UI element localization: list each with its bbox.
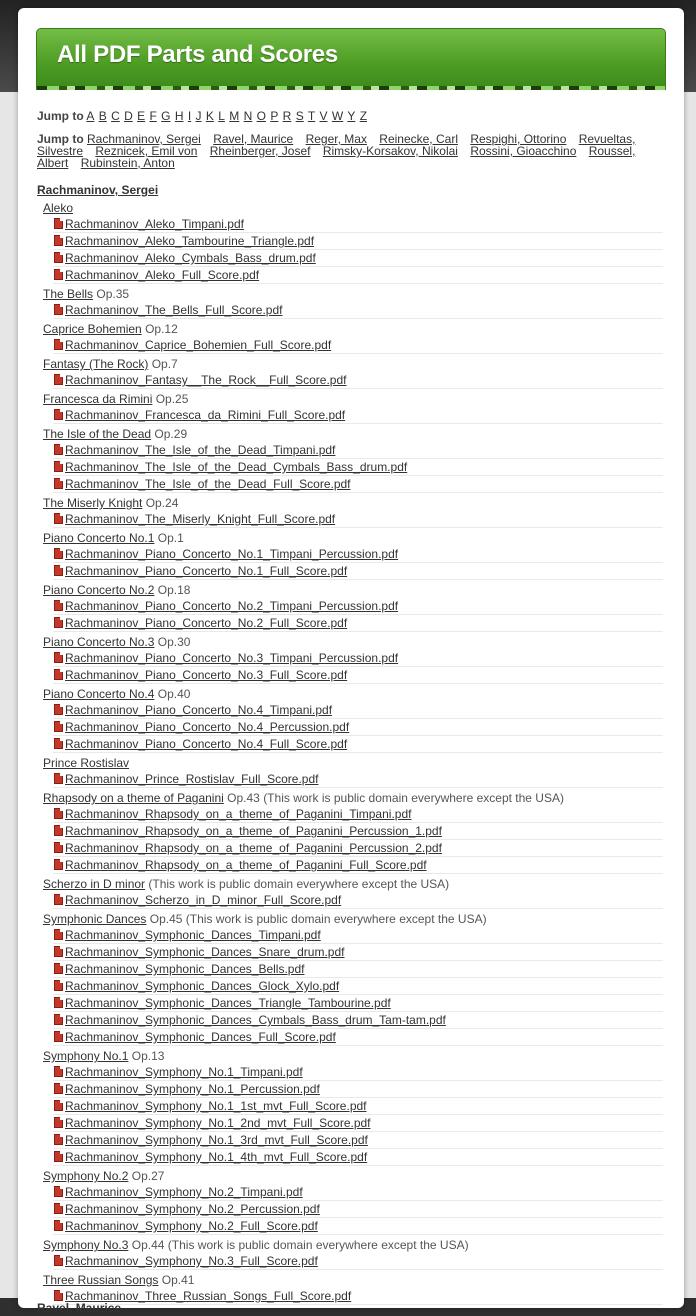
pdf-file-link[interactable]: Rachmaninov_Piano_Concerto_No.2_Timpani_Percussion.pdf [65,599,399,613]
pdf-file-icon [54,980,63,991]
pdf-file-link[interactable]: Rachmaninov_The_Isle_of_the_Dead_Full_Score.pdf [65,477,351,491]
work-title-row [43,1237,663,1253]
work-item [43,876,663,909]
letter-link-n[interactable]: N [243,109,253,123]
content-card [18,8,684,1315]
pdf-file-icon [54,374,63,385]
pdf-file-icon [54,252,63,263]
pdf-file-row [53,1184,663,1201]
pdf-file-row [53,978,663,995]
pdf-file-link[interactable]: Rachmaninov_Aleko_Full_Score.pdf [65,268,260,282]
pdf-file-link[interactable]: Rachmaninov_Rhapsody_on_a_theme_of_Paganini_Percussion_1.pdf [65,824,442,838]
work-item [43,634,663,684]
work-title-row [43,321,663,337]
pdf-file-row [53,1012,663,1029]
pdf-file-link[interactable]: Rachmaninov_The_Isle_of_the_Dead_Cymbals_Bass_drum.pdf [65,460,408,474]
work-title-link[interactable]: Piano Concerto No.3 [43,635,155,649]
work-opus: Op.7 [151,357,178,371]
pdf-file-row [53,1081,663,1098]
work-title-link[interactable]: Symphony No.1 [43,1049,129,1063]
work-rights-note: (This work is public domain everywhere except the USA) [185,912,487,926]
work-title-link[interactable]: Three Russian Songs [43,1273,159,1287]
work-title-row [43,790,663,806]
composer-link[interactable]: Rheinberger, Josef [209,144,311,158]
pdf-file-row [53,771,663,788]
pdf-file-icon [54,704,63,715]
work-title-row [43,356,663,372]
letter-link-f[interactable]: F [149,109,157,123]
pdf-file-row [53,1115,663,1132]
pdf-file-icon [54,946,63,957]
pdf-file-icon [54,304,63,315]
work-title-row [43,582,663,598]
works-list [43,200,663,1307]
work-title-link[interactable]: Fantasy (The Rock) [43,357,149,371]
letter-link-a[interactable]: A [86,109,95,123]
pdf-file-icon [54,513,63,524]
work-title-link[interactable]: Francesca da Rimini [43,392,153,406]
letter-link-r[interactable]: R [282,109,292,123]
pdf-file-row [53,1201,663,1218]
pdf-file-row [53,442,663,459]
pdf-file-link[interactable]: Rachmaninov_The_Miserly_Knight_Full_Score.pdf [65,512,336,526]
pdf-file-row [53,216,663,233]
pdf-file-row [53,927,663,944]
pdf-file-link[interactable]: Rachmaninov_Symphony_No.3_Full_Score.pdf [65,1254,318,1268]
composer-link[interactable]: Rubinstein, Anton [80,156,175,170]
work-item [43,200,663,284]
letter-link-s[interactable]: S [295,109,304,123]
composer-link[interactable]: Rachmaninov, Sergei [87,132,201,146]
pdf-file-row [53,1132,663,1149]
letter-links [86,109,368,123]
work-opus: Op.40 [157,687,191,701]
pdf-file-link[interactable]: Rachmaninov_Piano_Concerto_No.2_Full_Score.pdf [65,616,348,630]
work-opus: Op.30 [157,635,191,649]
pdf-file-link[interactable]: Rachmaninov_Symphony_No.2_Percussion.pdf [65,1202,320,1216]
pdf-file-link[interactable]: Rachmaninov_Symphonic_Dances_Glock_Xylo.pdf [65,979,340,993]
work-opus: Op.29 [154,427,188,441]
letter-link-d[interactable]: D [124,109,133,123]
work-opus: Op.41 [161,1273,195,1287]
work-title-link[interactable]: Scherzo in D minor [43,877,146,891]
pdf-file-row [53,1218,663,1235]
pdf-file-link[interactable]: Rachmaninov_Rhapsody_on_a_theme_of_Paganini_Percussion_2.pdf [65,841,442,855]
pdf-file-row [53,1029,663,1046]
pdf-file-row [53,476,663,493]
letter-link-l[interactable]: L [218,109,225,123]
pdf-file-icon [54,825,63,836]
pdf-file-row [53,806,663,823]
composer-link[interactable]: Reger, Max [305,132,367,146]
work-title-link[interactable]: Aleko [43,201,74,215]
pdf-file-link[interactable]: Rachmaninov_Aleko_Cymbals_Bass_drum.pdf [65,251,316,265]
header-banner [36,28,666,90]
letter-link-t[interactable]: T [307,109,316,123]
work-title-link[interactable]: Piano Concerto No.4 [43,687,155,701]
letter-link-m[interactable]: M [229,109,240,123]
pdf-file-icon [54,1066,63,1077]
work-opus: Op.27 [131,1169,165,1183]
composer-link[interactable]: Roussel, Albert [37,144,636,170]
work-title-link[interactable]: Piano Concerto No.1 [43,531,155,545]
pdf-file-row [53,892,663,909]
pdf-file-link[interactable]: Rachmaninov_Symphony_No.1_4th_mvt_Full_Score.pdf [65,1150,368,1164]
work-opus: Op.44 [131,1238,165,1252]
letter-link-j[interactable]: J [195,109,202,123]
letter-link-b[interactable]: B [98,109,107,123]
pdf-file-icon [54,929,63,940]
pdf-file-icon [54,1083,63,1094]
pdf-file-icon [54,339,63,350]
pdf-file-link[interactable]: Rachmaninov_Symphonic_Dances_Timpani.pdf [65,928,321,942]
work-rights-note: (This work is public domain everywhere except the USA) [167,1238,469,1252]
pdf-file-row [53,1253,663,1270]
pdf-file-link[interactable]: Rachmaninov_Fantasy__The_Rock__Full_Score.pdf [65,373,347,387]
pdf-file-row [53,961,663,978]
pdf-file-icon [54,738,63,749]
pdf-file-row [53,736,663,753]
work-opus: Op.25 [155,392,189,406]
pdf-file-link[interactable]: Rachmaninov_Prince_Rostislav_Full_Score.pdf [65,772,319,786]
pdf-file-row [53,598,663,615]
pdf-file-link[interactable]: Rachmaninov_Aleko_Timpani.pdf [65,217,244,231]
work-title-link[interactable]: Prince Rostislav [43,756,130,770]
work-item [43,1048,663,1166]
work-title-row [43,634,663,650]
pdf-file-icon [54,600,63,611]
work-title-row [43,755,663,771]
pdf-file-link[interactable]: Rachmaninov_Symphonic_Dances_Bells.pdf [65,962,305,976]
pdf-file-link[interactable]: Rachmaninov_Symphony_No.2_Timpani.pdf [65,1185,303,1199]
pdf-file-link[interactable]: Rachmaninov_Symphony_No.1_3rd_mvt_Full_Score.pdf [65,1133,368,1147]
pdf-file-row [53,857,663,874]
jump-label: Jump to [37,109,84,123]
pdf-file-icon [54,1203,63,1214]
work-item [43,321,663,354]
letter-link-h[interactable]: H [174,109,184,123]
pdf-file-row [53,702,663,719]
pdf-file-link[interactable]: Rachmaninov_Symphonic_Dances_Triangle_Tambourine.pdf [65,996,391,1010]
letter-link-p[interactable]: P [270,109,279,123]
pdf-file-icon [54,218,63,229]
letter-link-v[interactable]: V [319,109,328,123]
composer-link[interactable]: Ravel, Maurice [213,132,294,146]
pdf-file-icon [54,1186,63,1197]
work-opus: Op.13 [131,1049,165,1063]
pdf-file-icon [54,1151,63,1162]
pdf-file-icon [54,894,63,905]
work-title-row [43,391,663,407]
work-opus: Op.35 [96,287,130,301]
work-title-row [43,426,663,442]
letter-link-g[interactable]: G [161,109,171,123]
composer-heading[interactable]: Rachmaninov, Sergei [37,183,159,197]
pdf-file-link[interactable]: Rachmaninov_Francesca_da_Rimini_Full_Score.pdf [65,408,346,422]
work-opus: Op.18 [157,583,191,597]
pdf-file-link[interactable]: Rachmaninov_Piano_Concerto_No.4_Percussion.pdf [65,720,350,734]
work-item [43,391,663,424]
work-title-link[interactable]: Caprice Bohemien [43,322,142,336]
pdf-file-link[interactable]: Rachmaninov_Three_Russian_Songs_Full_Score.pdf [65,1289,352,1303]
work-title-link[interactable]: Piano Concerto No.2 [43,583,155,597]
work-title-link[interactable]: Symphony No.3 [43,1238,129,1252]
banner-stripe [37,86,665,90]
pdf-file-icon [54,669,63,680]
pdf-file-icon [54,235,63,246]
pdf-file-icon [54,1220,63,1231]
pdf-file-link[interactable]: Rachmaninov_Rhapsody_on_a_theme_of_Paganini_Timpani.pdf [65,807,412,821]
composer-link[interactable]: Reinecke, Carl [379,132,458,146]
pdf-file-row [53,823,663,840]
pdf-file-row [53,719,663,736]
pdf-file-link[interactable]: Rachmaninov_Caprice_Bohemien_Full_Score.pdf [65,338,332,352]
pdf-file-icon [54,548,63,559]
work-opus: Op.43 [227,791,260,805]
pdf-file-row [53,650,663,667]
pdf-file-row [53,1149,663,1166]
letter-link-z[interactable]: Z [359,109,368,123]
work-title-row [43,495,663,511]
pdf-file-link[interactable]: Rachmaninov_Symphony_No.1_Timpani.pdf [65,1065,303,1079]
composer-links [37,132,635,170]
pdf-file-icon [54,997,63,1008]
next-composer-heading: Ravel, Maurice [37,1301,122,1315]
pdf-file-row [53,459,663,476]
pdf-file-icon [54,963,63,974]
pdf-file-icon [54,652,63,663]
pdf-file-link[interactable]: Rachmaninov_Symphony_No.1_Percussion.pdf [65,1082,320,1096]
work-title-row [43,1048,663,1064]
pdf-file-icon [54,409,63,420]
composer-link[interactable]: Respighi, Ottorino [470,132,567,146]
page-title: All PDF Parts and Scores [57,41,338,68]
pdf-file-link[interactable]: Rachmaninov_Piano_Concerto_No.4_Timpani.pdf [65,703,333,717]
work-item [43,1237,663,1270]
pdf-file-icon [54,808,63,819]
pdf-file-icon [54,269,63,280]
work-item [43,1272,663,1305]
work-title-link[interactable]: The Isle of the Dead [43,427,152,441]
pdf-file-link[interactable]: Rachmaninov_Symphony_No.2_Full_Score.pdf [65,1219,318,1233]
pdf-file-row [53,511,663,528]
pdf-file-row [53,944,663,961]
pdf-file-icon [54,859,63,870]
pdf-file-icon [54,1134,63,1145]
pdf-file-link[interactable]: Rachmaninov_Aleko_Tambourine_Triangle.pdf [65,234,315,248]
work-title-link[interactable]: Symphonic Dances [43,912,147,926]
work-title-link[interactable]: Rhapsody on a theme of Paganini [43,791,224,805]
pdf-file-row [53,250,663,267]
letter-link-o[interactable]: O [256,109,266,123]
work-item [43,686,663,753]
pdf-file-row [53,546,663,563]
composer-jump-nav [37,133,637,169]
pdf-file-row [53,267,663,284]
pdf-file-row [53,563,663,580]
pdf-file-link[interactable]: Rachmaninov_The_Isle_of_the_Dead_Timpani.pdf [65,443,336,457]
pdf-file-icon [54,1031,63,1042]
work-item [43,426,663,493]
pdf-file-link[interactable]: Rachmaninov_Symphony_No.1_2nd_mvt_Full_Score.pdf [65,1116,371,1130]
pdf-file-link[interactable]: Rachmaninov_Symphonic_Dances_Snare_drum.pdf [65,945,345,959]
letter-link-w[interactable]: W [331,109,344,123]
pdf-file-link[interactable]: Rachmaninov_Piano_Concerto_No.3_Full_Score.pdf [65,668,348,682]
pdf-file-link[interactable]: Rachmaninov_Piano_Concerto_No.1_Full_Score.pdf [65,564,348,578]
work-opus: Op.12 [145,322,178,336]
pdf-file-row [53,995,663,1012]
letter-link-c[interactable]: C [111,109,120,123]
pdf-file-icon [54,773,63,784]
composer-link[interactable]: Rimsky-Korsakov, Nikolai [322,144,458,158]
pdf-file-row [53,372,663,389]
pdf-file-row [53,233,663,250]
pdf-file-icon [54,1100,63,1111]
work-title-row [43,876,663,892]
pdf-file-icon [54,1117,63,1128]
composer-link[interactable]: Revueltas, Silvestre [37,132,636,158]
work-item [43,755,663,788]
pdf-file-icon [54,478,63,489]
work-title-link[interactable]: The Miserly Knight [43,496,143,510]
work-title-row [43,530,663,546]
pdf-file-row [53,302,663,319]
pdf-file-link[interactable]: Rachmaninov_Symphonic_Dances_Full_Score.pdf [65,1030,336,1044]
work-item [43,1168,663,1235]
pdf-file-row [53,840,663,857]
pdf-file-icon [54,461,63,472]
jump-label: Jump to [37,132,84,146]
work-item [43,582,663,632]
pdf-file-link[interactable]: Rachmaninov_Symphonic_Dances_Cymbals_Bass_drum_Tam-tam.pdf [65,1013,446,1027]
work-title-row [43,286,663,302]
work-item [43,356,663,389]
composer-link[interactable]: Rossini, Gioacchino [470,144,577,158]
work-title-row [43,1168,663,1184]
pdf-file-link[interactable]: Rachmaninov_Scherzo_in_D_minor_Full_Score.pdf [65,893,342,907]
work-rights-note: (This work is public domain everywhere except the USA) [148,877,450,891]
pdf-file-row [53,1064,663,1081]
pdf-file-row [53,337,663,354]
letter-link-y[interactable]: Y [347,109,356,123]
work-title-link[interactable]: The Bells [43,287,94,301]
work-title-link[interactable]: Symphony No.2 [43,1169,129,1183]
pdf-file-link[interactable]: Rachmaninov_Piano_Concerto_No.4_Full_Score.pdf [65,737,348,751]
letter-link-k[interactable]: K [205,109,214,123]
work-title-row [43,1272,663,1288]
work-item [43,911,663,1046]
pdf-file-icon [54,444,63,455]
pdf-file-link[interactable]: Rachmaninov_Symphony_No.1_1st_mvt_Full_Score.pdf [65,1099,367,1113]
pdf-file-icon [54,617,63,628]
pdf-file-link[interactable]: Rachmaninov_Rhapsody_on_a_theme_of_Paganini_Full_Score.pdf [65,858,427,872]
pdf-file-link[interactable]: Rachmaninov_Piano_Concerto_No.3_Timpani_Percussion.pdf [65,651,399,665]
work-item [43,790,663,874]
pdf-file-row [53,1288,663,1305]
work-title-row [43,200,663,216]
pdf-file-icon [54,721,63,732]
pdf-file-row [53,615,663,632]
composer-link[interactable]: Reznicek, Emil von [95,144,198,158]
work-item [43,530,663,580]
letter-jump-nav [37,108,677,124]
work-title-row [43,686,663,702]
letter-link-e[interactable]: E [137,109,146,123]
work-item [43,286,663,319]
pdf-file-icon [54,842,63,853]
work-rights-note: (This work is public domain everywhere except the USA) [263,791,564,805]
pdf-file-link[interactable]: Rachmaninov_The_Bells_Full_Score.pdf [65,303,283,317]
pdf-file-row [53,1098,663,1115]
work-opus: Op.1 [157,531,184,545]
pdf-file-link[interactable]: Rachmaninov_Piano_Concerto_No.1_Timpani_Percussion.pdf [65,547,399,561]
work-item [43,495,663,528]
pdf-file-row [53,407,663,424]
work-title-row [43,911,663,927]
pdf-file-icon [54,1255,63,1266]
letter-link-i[interactable]: I [187,109,192,123]
pdf-file-icon [54,1014,63,1025]
work-opus: Op.45 [149,912,183,926]
work-opus: Op.24 [145,496,179,510]
pdf-file-icon [54,565,63,576]
pdf-file-row [53,667,663,684]
